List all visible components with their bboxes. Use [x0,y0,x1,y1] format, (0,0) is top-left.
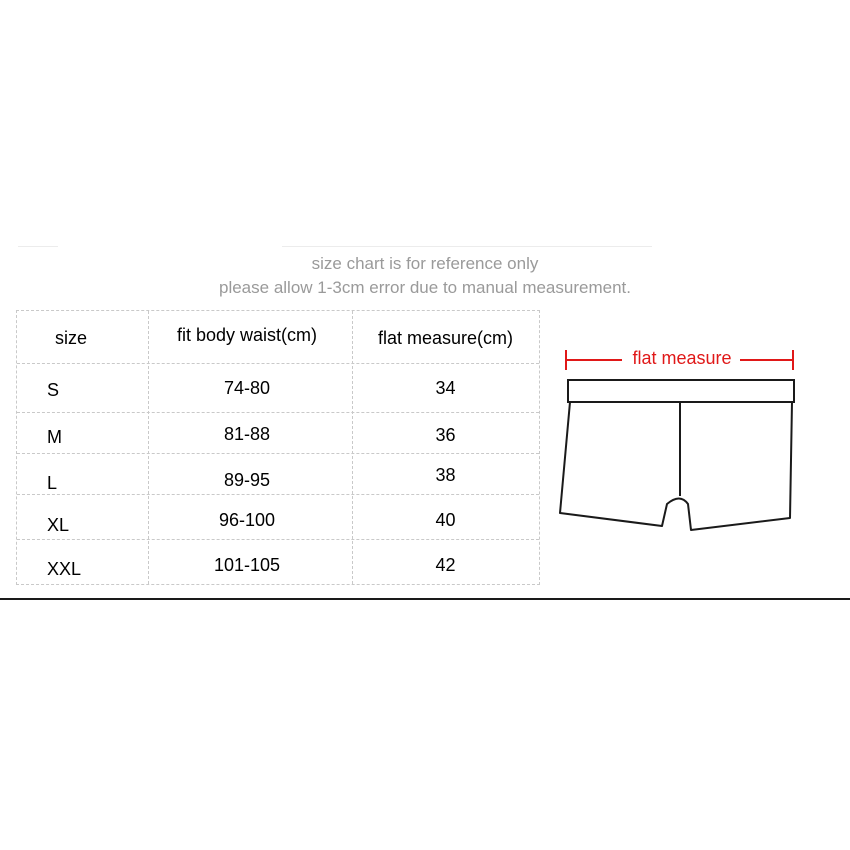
size-table [16,310,540,585]
row-divider [17,453,539,454]
top-faint-line-right [282,246,652,247]
waist-cell: 81-88 [223,424,271,444]
row-divider [17,494,539,495]
waist-cell: 74-80 [223,378,271,398]
header-flat-measure: flat measure(cm) [377,328,514,348]
size-cell: XXL [47,559,82,579]
column-divider [352,311,353,584]
waist-cell: 96-100 [218,510,276,530]
header-size: size [55,328,88,348]
size-cell: M [47,427,62,447]
row-divider [17,539,539,540]
flat-cell: 40 [435,510,456,530]
flat-cell: 42 [435,555,456,575]
flat-measure-label: flat measure [632,348,732,368]
header-waist: fit body waist(cm) [176,325,318,345]
top-faint-line-left [18,246,58,247]
size-cell: S [47,380,60,400]
flat-measure-diagram [552,340,812,540]
waist-cell: 101-105 [213,555,281,575]
column-divider [148,311,149,584]
row-divider [17,363,539,364]
flat-cell: 34 [435,378,456,398]
error-note: please allow 1-3cm error due to manual measurement. [219,278,631,297]
boxer-shorts-icon [552,378,812,548]
row-divider [17,412,539,413]
reference-note: size chart is for reference only [311,254,539,273]
waist-cell: 89-95 [223,470,271,490]
size-cell: L [47,473,58,493]
flat-cell: 38 [435,465,456,485]
size-cell: XL [47,515,70,535]
divider-rule [0,598,850,600]
flat-cell: 36 [435,425,456,445]
